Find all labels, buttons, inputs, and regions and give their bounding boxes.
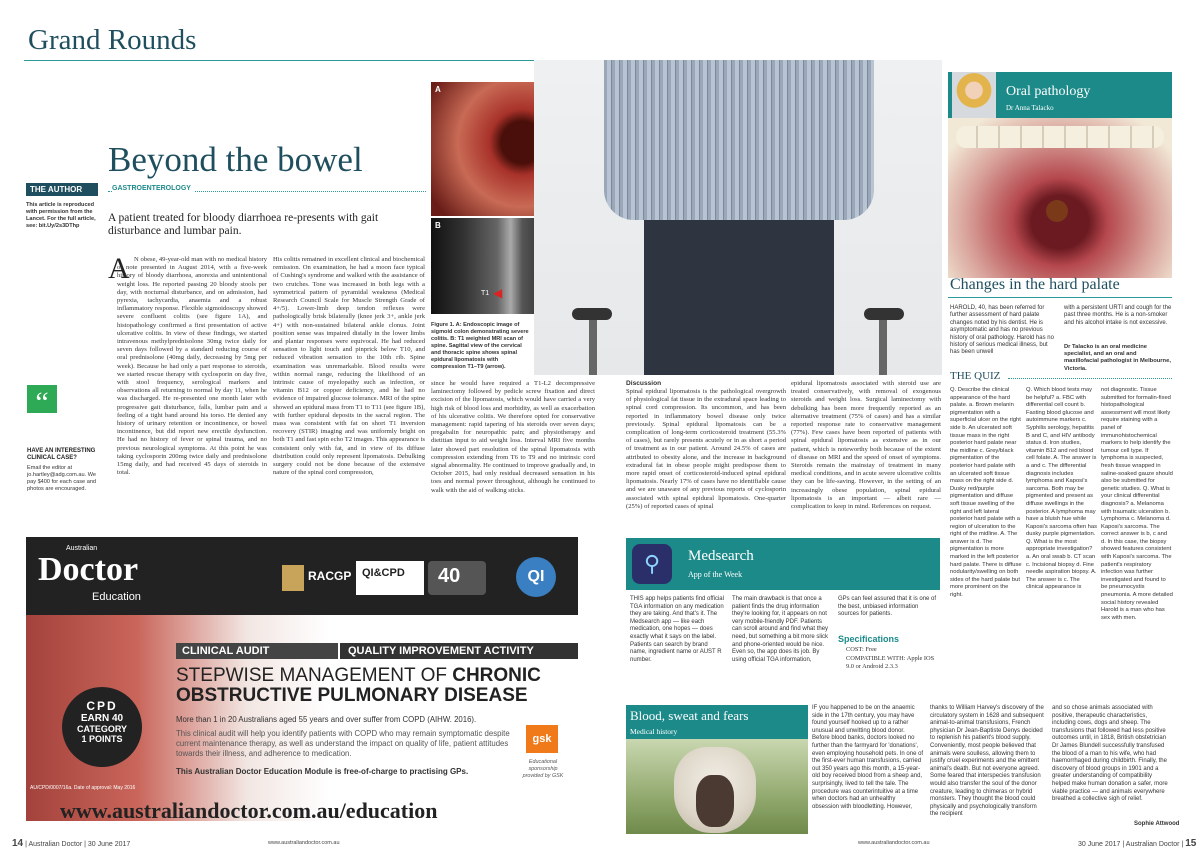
article-column-3: since he would have required a T1-L2 decompressive laminectomy followed by pedicle screw fixation and direct excision of the lipomatosis, which would have carried a very high risk of blood loss and morbidity, as well as exacerbation of his ulcerative colitis. We therefore opted for conservative management: rapid tapering of his steroids over seven days; pregabalin for neuropathic pain; and physiotherapy and dietitian input to aid weight loss. Interval MRI five months later showed part resolution of the spinal lipomatosis with compression extending from T6 to T9 and no intrinsic cord signal abnormality. He continued to improve gradually and, in October 2015, had only residual decreased sensation in his toes and normal power throughout, although he continued to walk with the aid of walking sticks. — [431, 380, 596, 494]
oral-headline-rule — [948, 297, 1172, 298]
clinical-audit-label: CLINICAL AUDIT — [182, 645, 270, 657]
racgp-logo-icon — [282, 565, 304, 591]
footer-right-pub: Australian Doctor — [1125, 841, 1180, 848]
footer-left-url: www.australiandoctor.com.au — [268, 840, 340, 846]
points-badge — [428, 561, 486, 595]
quiz-column-1: Q. Describe the clinical appearance of the hard palate. a. Brown melanin pigmentation with a superficial ulcer on the right side b. An ulcerated soft tissue mass in the right posterior hard palate near the midline c. Grey/black pigmentation of the posterior hard palate with an ulcerated soft tissue mass on the right side d. Dusky red/purple pigmentation and diffuse soft tissue swelling of the right and left lateral posterior hard palate with a region of ulceration to the right of the midline. A. The answer is d. The pigmentation is more marked in the left posterior hard palate. There is diffuse nodularity/swelling on both sides of the hard palate but more prominent on the right. — [950, 387, 1022, 599]
blood-title: Blood, sweat and fears — [630, 708, 749, 723]
oral-intro-2: with a persistent URTI and cough for the past three months. He is a non-smoker and his alcohol intake is not excessive. — [1064, 305, 1172, 326]
author-note: This article is reproduced with permission from the Lancet. For the full article, see: bit.Uy/2s3DThp — [26, 202, 96, 229]
spec-cost: COST: Free — [846, 646, 877, 653]
quiz-column-3: not diagnostic. Tissue submitted for formalin-fixed histopathological assessment will most likely require staining with a panel of immunohistochemical markers to help identify the tumour cell type. If lymphoma is suspected, fresh tissue wrapped in saline-soaked gauze should also be submitted for genetic studies. Q. What is your clinical differential diagnosis? a. Melanoma with traumatic ulceration b. Lymphoma c. Melanoma d. Kaposi's sarcoma. The correct answer is b, c and d. In this case, the biopsy showed features consistent with Kaposi's sarcoma. The patient's respiratory infection was further investigated and found to be pneumocystis pneumonia. A more detailed social history revealed Harold is a man who has sex with men. — [1101, 387, 1173, 621]
ad-body-3: This Australian Doctor Education Module is free-of-charge to practising GPs. — [176, 767, 469, 776]
quiz-column-2: Q. Which blood tests may be helpful? a. FBC with differential cell count b. Fasting blood glucose and autoimmune markers c. Syphilis serology, hepatitis B and C, and HIV antibody status d. Iron studies, vitamin B12 and red blood cell folate. A. The answer is a and c. The differential diagnosis includes lymphoma and Kaposi's sarcoma. Both may be pigmented and present as diffuse swellings in the posterior. A lymphoma may have a bluish hue while Kaposi's sarcoma often has dusky purple pigmentation. Q. What is the most appropriate investigation? a. An oral swab b. CT scan c. Incisional biopsy d. Fine needle aspiration biopsy. A. The answer is c. The clinical appearance is — [1026, 387, 1098, 591]
blood-col-2: thanks to William Harvey's discovery of the circulatory system in 1628 and subsequent animal-to-animal transfusions, French physician Dr Jean-Baptiste Denys decided to replenish his patient's blood supply. Conveniently, most people believed that animals were soulless, allowing them to justify cruel experiments and the emittent animal's death. But not everyone agreed. Some feared that interspecies transfusion would also transfer the soul of the donor creature, leading to chimeras or hybrid monsters. They thought the blood could physically and psychologically transform the recipient — [930, 705, 1044, 818]
ad-brand-big: Doctor — [38, 551, 139, 588]
sheep-photo — [626, 739, 808, 834]
author-box-title: THE AUTHOR — [26, 183, 98, 196]
qicpd-label: QI&CPD — [362, 567, 405, 579]
ad-headline-1a: STEPWISE MANAGEMENT OF — [176, 665, 453, 686]
interesting-case-heading: HAVE AN INTERESTING CLINICAL CASE? — [27, 448, 96, 461]
footer-separator: | — [84, 841, 88, 848]
medsearch-box — [626, 538, 940, 698]
medsearch-col-2: The main drawback is that once a patient finds the drug information they're looking for, it appears on not very mobile-friendly PDF. Patients can scroll around and find what they need, but something a bit more slick and phone-oriented would be nice. Even so, the app does its job. By using official TGA information, — [732, 596, 829, 663]
ad-headline-1 — [176, 665, 541, 687]
medsearch-header — [626, 538, 940, 590]
drop-cap: A — [108, 252, 130, 285]
figure-caption: Figure 1. A: Endoscopic image of sigmoid colon demonstrating severe colitis. B: T1 weighted MRI scan of spine. Sagittal view of the cervical and thoracic spine shows spinal epidural lipomatosis with compression T1–T9 (arrow). — [431, 322, 529, 370]
ad-body-1: More than 1 in 20 Australians aged 55 years and over suffer from COPD (AIHW. 2016). — [176, 715, 477, 724]
article-title: Beyond the bowel — [108, 140, 363, 179]
article-column-2: His colitis remained in excellent clinical and biochemical remission. On examination, he had a moon face typical of Cushing's syndrome and walked with the assistance of two crutches. Tone was increased in both legs with a symmetrical pattern of pyramidal weakness (Medical Research Council Scale for Muscle Strength Grade of 4+/5). Lower-limb deep tendon reflexes were pathologically brisk bilaterally (knee jerk 3+, ankle jerk 4+) with non-sustained bilateral ankle clonus. Joint position sense was impaired distally in the lower limbs and plantar responses were equivocal. He had reduced sensation to light touch and pinprick below T10, and reduced vibration sensation to the 10th rib. Spine examination was unremarkable. Blood results were within normal range, reducing the likelihood of an intrinsic cause of myelopathy such as infection, or vitamin B12 or copper deficiency, and he had no evidence of impaired glucose tolerance. MRI of the spine showed an epidural mass from T1 to T11 (see figure 1B), with further epidural deposits in the sacral region. The mass was consistent with fat on short T1 inversion recovery (STIR) imaging and was uniformly bright on both T1 and fast spin echo T2 images. This appearance is consistent only with fat, and in view of its diffuse distribution could only represent lipomatosis. Debulking surgery could not be done because of the extensive nature of the spinal cord compression, — [273, 256, 425, 477]
points-label: 40 — [438, 565, 461, 587]
medsearch-col-3: GPs can feel assured that it is one of the best, unbiased information sources for patients. — [838, 596, 937, 618]
gsk-sponsor: Educational sponsorship provided by GSK — [522, 759, 564, 779]
medsearch-col-1: THIS app helps patients find official TGA information on any medication they are taking. And that's it. The Medsearch app — like each medication, one hopes — does exactly what it says on the label. Patients can search by brand name, ingredient name or AUST R number. — [630, 596, 724, 663]
qi-badge: QI — [516, 557, 556, 597]
author-box — [26, 183, 98, 230]
article-column-4: Spinal epidural lipomatosis is the pathological overgrowth of physiological fat tissue in the extradural space leading to spinal cord compression. Its uncommon, and has been reported in inflammatory bowel disease only twice previously. Spinal epidural lipomatosis can be a complication of long-term corticosteroid treatment (55.3% of cases), but rarely presents acutely or in as short a period of treatment as in our patient. Around 24.5% of cases are attributed to obesity alone, and the increase in background extradural fat in obese people might predispose them to more rapid onset of corticosteroid-induced spinal epidural lipomatosis. Nearly 17% of cases have no identifiable cause and we are unaware of any previous reports of cyclosporin associated with spinal epidural lipomatosis. One-quarter (25%) of reported cases of spinal — [626, 388, 786, 510]
footer-left-page: 14 — [12, 838, 24, 849]
racgp-label: RACGP — [308, 569, 352, 583]
interesting-case-body: Email the editor at jo.hartley@adg.com.au. We pay $400 for each case and photos are encouraged. — [27, 465, 97, 492]
standfirst: A patient treated for bloody diarrhoea re-presents with gait disturbance and lumbar pain. — [108, 212, 379, 237]
figure-label-t1: T1 — [481, 290, 490, 297]
footer-separator: | — [1181, 841, 1186, 848]
spec-title: Specifications — [838, 634, 900, 644]
oral-author: Dr Anna Talacko — [1006, 104, 1054, 112]
trousers-shape — [644, 220, 834, 375]
medsearch-app-icon: ⚲ — [632, 544, 672, 584]
article-column-5: epidural lipomatosis associated with steroid use are treated conservatively, with removal of exogenous steroids and weight loss. Surgical laminectomy with debulking has been more frequently reported as an alternative treatment (75% of cases) and has a similar reported response rate to conservative management (77%). Few cases have been reported of patients with spinal epidural lipomatosis as extensive as in our patient, which is noteworthy both because of the extent of disease on MRI and the speed of onset of symptoms. Steroids remain the mainstay of treatment in many medical conditions, and in acute severe ulcerative colitis they can be life-saving. However, in the setting of an increasingly obese population, spinal epidural lipomatosis is an important — albeit rare — complication to keep in mind. References on request. — [791, 380, 941, 511]
ad-banner — [26, 537, 578, 821]
author-portrait — [952, 72, 996, 118]
cpd-points: 1 POINTS — [81, 734, 123, 744]
blood-col-3: and so chose animals associated with positive, therapeutic characteristics, including cows, dogs and sheep. The transfusions that followed had less positive outcomes until, in 1818, British obstetrician Dr James Blundell successfully transfused the blood of a man to his wife, who had haemorrhaged during childbirth. Finally, the discovery of blood groups in 1901 and a greater understanding of compatibility helped make human donation a safer, more viable practice — and animals everywhere breathed a collective sigh of relief. — [1052, 705, 1168, 803]
sheep-face — [696, 775, 734, 827]
quote-mark-icon: “ — [27, 385, 57, 413]
footer-right-page: 15 — [1185, 838, 1197, 849]
footer-separator: | — [1122, 841, 1126, 848]
quiz-title: THE QUIZ — [950, 370, 1001, 382]
qia-label: QUALITY IMPROVEMENT ACTIVITY — [348, 645, 534, 657]
section-title: Grand Rounds — [28, 24, 197, 56]
footer-left-pub: Australian Doctor — [28, 841, 83, 848]
crutch-grip-right — [864, 308, 904, 320]
figure-label-b: B — [435, 221, 441, 230]
quiz-rule — [1008, 378, 1172, 379]
arrow-icon: ◀ — [493, 286, 503, 300]
article-column-1: N obese, 49-year-old man with no medical history of note presented in August 2014, with a five-week history of bloody diarrhoea, anorexia and unintentional weight loss. He reported passing 20 bloody stools per day, with nocturnal disturbance, and on admission, had pyrexia, tachycardia, anaemia and a robust inflammatory response. Flexible sigmoidoscopy showed severe confluent colitis (see figure 1A), and histopathology confirmed a first presentation of active ulcerative colitis. In view of these findings, we started intravenous methylprednisolone 30mg twice daily for seven days followed by a standard reducing course of oral prednisolone (40mg daily, decreasing by 5mg per week). Because he had only a part response to steroids, we started rescue therapy with cyclosporin on day five, with stool frequency, serological markers and observations all returning to normal by day 11, when he was discharged. He re-presented one month later with progressive gait disturbance, falls, lumbar pain and a feeling of a tight band around his torso. He denied any history of urinary retention or incontinence, or bowel incontinence, but did report new erectile dysfunction. He had no history of fever or spinal trauma, and no previous neurological symptoms. At this point he was taking cyclosporin 200mg twice daily and prednisolone 15mg daily, and had received 45 days of steroids in total. — [117, 256, 267, 477]
footer-right — [1078, 838, 1196, 849]
medsearch-subtitle: App of the Week — [688, 570, 743, 579]
ad-approval: AU/CPD/0007/16a. Date of approval: May 2016 — [30, 785, 136, 791]
gsk-logo: gsk — [526, 725, 558, 753]
cpd-category: CATEGORY — [76, 724, 127, 734]
discussion-heading: Discussion — [626, 380, 662, 387]
ad-brand-small: Australian — [66, 545, 98, 552]
header-rule — [24, 60, 596, 61]
teeth-row — [956, 126, 1164, 148]
cpd-badge — [62, 687, 142, 767]
oral-intro-1: HAROLD, 40, has been referred for further assessment of hard palate changes noted by his dentist. He is asymptomatic and has no previous history of oral pathology. Harold has no history of serious medical illness, but has been unwell — [950, 305, 1054, 356]
blood-subtitle: Medical history — [630, 727, 678, 736]
lesion-shape — [1046, 200, 1068, 222]
oral-title: Oral pathology — [1006, 84, 1091, 99]
footer-left — [12, 838, 130, 849]
ad-headline-2: OBSTRUCTIVE PULMONARY DISEASE — [176, 685, 528, 706]
figure-label-a: A — [435, 85, 441, 94]
footer-separator: | — [25, 841, 29, 848]
cpd-label: CPD — [86, 699, 118, 713]
crutch-left — [589, 315, 597, 375]
crutch-grip-left — [572, 308, 612, 320]
ad-brand-sub: Education — [92, 591, 141, 603]
ad-body-2: This clinical audit will help you identify patients with COPD who may remain symptomatic despite current maintenance therapy, as well as understand the impact on quality of life, patient attitudes towards their illness, and adherence to medication. — [176, 729, 510, 758]
article-category: GASTROENTEROLOGY — [112, 185, 195, 192]
shirt-shape — [604, 60, 874, 220]
footer-right-url: www.australiandoctor.com.au — [858, 840, 930, 846]
interesting-case-box — [27, 448, 97, 493]
patient-crutches-photo — [534, 60, 942, 375]
ad-url[interactable]: www.australiandoctor.com.au/education — [60, 798, 438, 823]
blood-byline: Sophie Attwood — [1134, 821, 1180, 827]
oral-headline: Changes in the hard palate — [950, 276, 1120, 293]
cpd-earn: EARN 40 — [80, 713, 124, 724]
ad-headline-1b: CHRONIC — [452, 665, 541, 686]
hard-palate-photo — [948, 118, 1172, 278]
footer-right-date: 30 June 2017 — [1078, 841, 1121, 848]
qicpd-badge — [356, 561, 424, 595]
spec-compat: COMPATIBLE WITH: Apple IOS 9.0 or Android 2.3.3 — [846, 655, 935, 670]
oral-bio: Dr Talacko is an oral medicine specialist, and an oral and maxillofacial pathologist in Melbourne, Victoria. — [1064, 344, 1171, 372]
medsearch-title: Medsearch — [688, 548, 754, 564]
footer-left-date: 30 June 2017 — [87, 841, 131, 848]
crutch-right — [879, 315, 887, 375]
blood-col-1: IF you happened to be on the anaemic side in the 17th century, you may have found yourself hooked up to a rather unusual and unwitting blood donor. Before blood banks, doctors looked no further than the farmyard for 'donations', even employing household pets. In one of the first-ever human transfusions, carried out 350 years ago this month, a 15-year-old boy received blood from a sheep and, surprisingly, lived to tell the tale. The procedure was counterintuitive at a time when doctors had an unhealthy obsession with bloodletting. However, — [812, 705, 924, 810]
